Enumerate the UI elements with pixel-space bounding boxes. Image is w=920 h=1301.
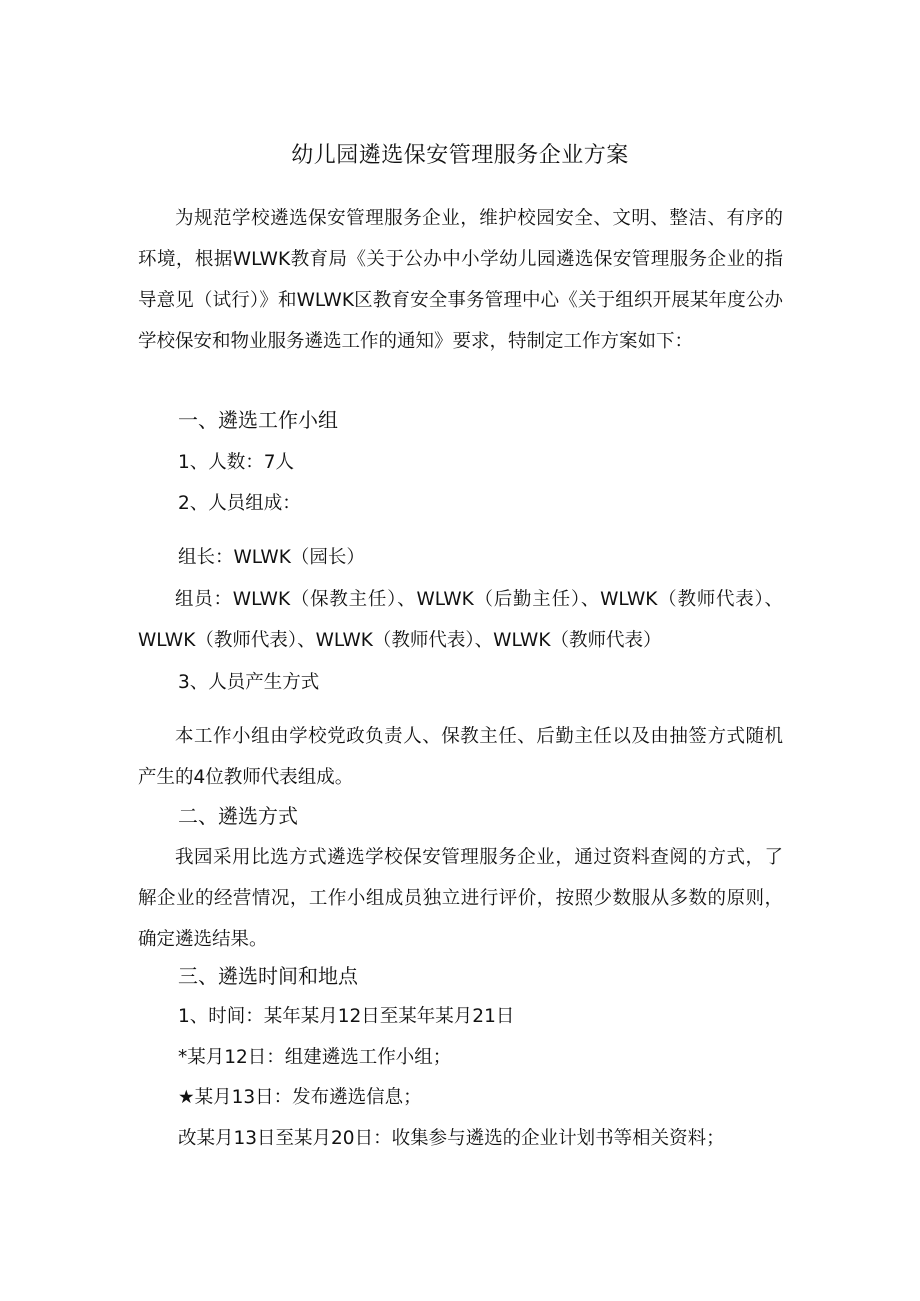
section1-heading: 一、遴选工作小组	[178, 408, 338, 432]
section3-step3: 改某月13日至某月20日：收集参与遴选的企业计划书等相关资料；	[178, 1128, 725, 1149]
section3-time: 1、时间：某年某月12日至某年某月21日	[178, 1006, 515, 1027]
section3-step2: ★某月13日：发布遴选信息；	[178, 1087, 422, 1108]
section1-members: 组员：WLWK（保教主任）、WLWK（后勤主任）、WLWK（教师代表）、WLWK（教师代表）、WLWK（教师代表）、WLWK（教师代表）	[138, 589, 783, 651]
section1-item-method: 3、人员产生方式	[178, 672, 320, 693]
section3-step1: *某月12日：组建遴选工作小组；	[178, 1047, 452, 1068]
section2-heading: 二、遴选方式	[178, 804, 298, 828]
section1-leader: 组长：WLWK（园长）	[178, 547, 365, 568]
section1-item-composition: 2、人员组成：	[178, 493, 301, 514]
section1-item-count: 1、人数：7人	[178, 452, 295, 473]
section3-heading: 三、遴选时间和地点	[178, 964, 358, 988]
document-title: 幼儿园遴选保安管理服务企业方案	[291, 143, 629, 168]
intro-paragraph: 为规范学校遴选保安管理服务企业，维护校园安全、文明、整洁、有序的环境，根据WLWK教育局《关于公办中小学幼儿园遴选保安管理服务企业的指导意见（试行）》和WLWK区教育安全事务管理中心《关于组织开展某年度公办学校保安和物业服务遴选工作的通知》要求，特制定工作方案如下：	[138, 208, 783, 352]
section2-paragraph: 我园采用比选方式遴选学校保安管理服务企业，通过资料查阅的方式，了解企业的经营情况，工作小组成员独立进行评价，按照少数服从多数的原则，确定遴选结果。	[138, 847, 783, 950]
section1-composition-paragraph: 本工作小组由学校党政负责人、保教主任、后勤主任以及由抽签方式随机产生的4位教师代表组成。	[138, 726, 783, 788]
